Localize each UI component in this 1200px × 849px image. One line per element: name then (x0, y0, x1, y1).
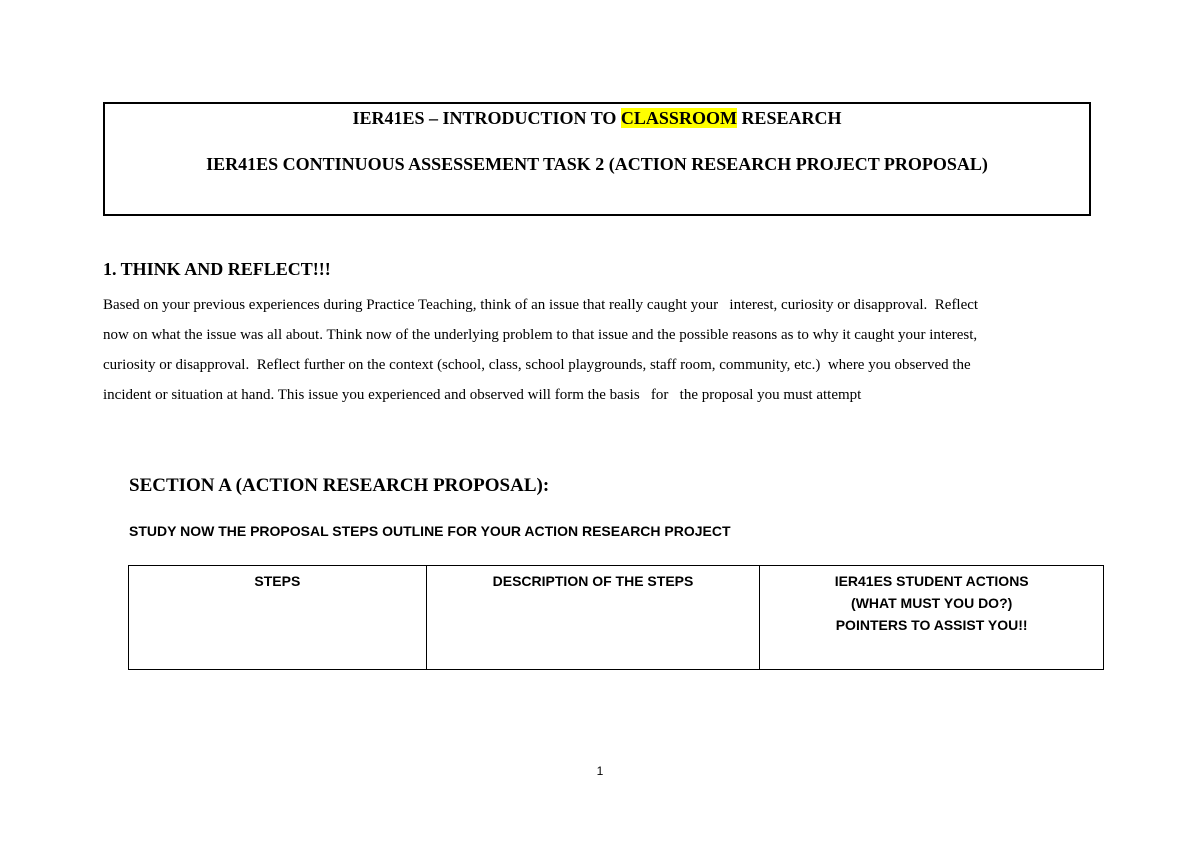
page-number: 1 (596, 764, 604, 778)
section-a-subheading: STUDY NOW THE PROPOSAL STEPS OUTLINE FOR YOUR ACTION RESEARCH PROJECT (129, 523, 731, 539)
steps-table (128, 565, 1104, 670)
student-actions-line-3: POINTERS TO ASSIST YOU!! (835, 617, 1028, 633)
table-header-steps (129, 566, 427, 670)
student-actions-line-1: IER41ES STUDENT ACTIONS (834, 573, 1029, 589)
section-a-heading: SECTION A (ACTION RESEARCH PROPOSAL): (129, 475, 550, 496)
course-title-suffix: RESEARCH (736, 108, 842, 128)
section-1-heading: 1. THINK AND REFLECT!!! (103, 259, 331, 279)
course-title (105, 108, 1089, 129)
steps-header-label: STEPS (254, 573, 301, 589)
title-box (103, 102, 1091, 216)
body-paragraph-line-3: curiosity or disapproval. Reflect further on the context (school, class, school playgrounds, staff room, community, etc.) where you observed the (103, 357, 971, 373)
student-actions-line-2: (WHAT MUST YOU DO?) (851, 595, 1013, 611)
body-paragraph-line-4: incident or situation at hand. This issue you experienced and observed will form the basis for the proposal you must attempt (103, 387, 862, 403)
task-title: IER41ES CONTINUOUS ASSESSEMENT TASK 2 (ACTION RESEARCH PROJECT PROPOSAL) (206, 154, 988, 174)
table-header-description (426, 566, 760, 670)
body-paragraph-line-1: Based on your previous experiences during Practice Teaching, think of an issue that really caught your interest, curiosity or disapproval. Reflect (103, 297, 979, 313)
description-header-label: DESCRIPTION OF THE STEPS (492, 573, 694, 589)
course-title-prefix: IER41ES – INTRODUCTION TO (352, 108, 621, 128)
body-paragraph-line-2: now on what the issue was all about. Think now of the underlying problem to that issue and the possible reasons as to why it caught your interest, (103, 327, 978, 343)
highlighted-word: CLASSROOM (620, 108, 737, 128)
table-row (129, 566, 1104, 670)
table-header-student-actions (760, 566, 1104, 670)
